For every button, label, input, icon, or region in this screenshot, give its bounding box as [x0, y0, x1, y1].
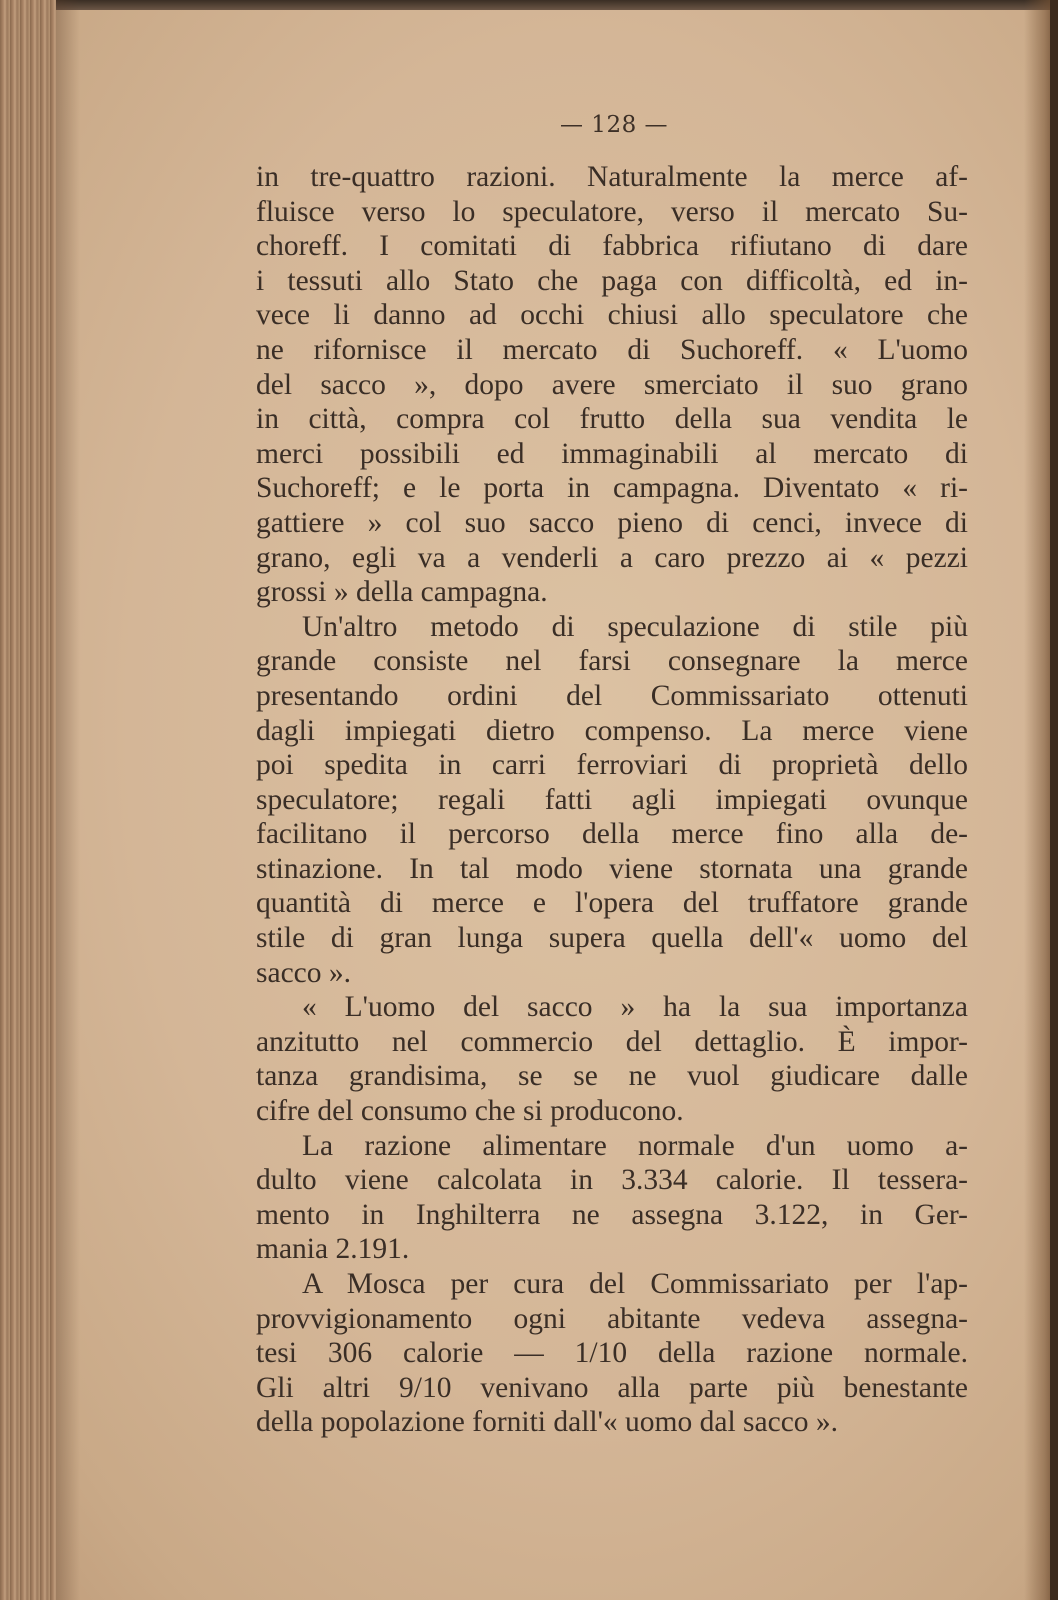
paragraph — [256, 610, 968, 991]
text-line: vece li danno ad occhi chiusi allo speculatore che — [256, 299, 968, 332]
paragraph — [256, 990, 968, 1128]
text-line: choreff. I comitati di fabbrica rifiutano di dare — [256, 230, 968, 263]
text-line: anzitutto nel commercio del dettaglio. È impor- — [256, 1025, 968, 1058]
text-line: A Mosca per cura del Commissariato per l'ap- — [302, 1268, 968, 1300]
text-line: i tessuti allo Stato che paga con difficoltà, ed in- — [256, 264, 968, 297]
paragraph — [256, 1267, 968, 1440]
text-line: grande consiste nel farsi consegnare la merce — [256, 645, 968, 678]
text-line: fluisce verso lo speculatore, verso il mercato Su- — [256, 195, 968, 228]
page-number: — 128 — — [560, 112, 669, 138]
text-line: della popolazione forniti dall'« uomo dal sacco ». — [256, 1406, 839, 1439]
text-line: sacco ». — [256, 956, 352, 989]
text-line: gattiere » col suo sacco pieno di cenci, invece di — [256, 506, 968, 539]
scan-top-edge — [0, 0, 1058, 10]
text-line: del sacco », dopo avere smerciato il suo grano — [256, 368, 968, 401]
text-line: dagli impiegati dietro compenso. La merce viene — [256, 714, 968, 747]
text-line: stinazione. In tal modo viene stornata una grande — [256, 852, 968, 885]
page-edge-shadow — [56, 0, 80, 1600]
text-line: Gli altri 9/10 venivano alla parte più benestante — [256, 1371, 968, 1404]
text-line: provvigionamento ogni abitante vedeva assegna- — [256, 1302, 968, 1335]
text-line: Suchoreff; e le porta in campagna. Diventato « ri- — [256, 472, 968, 505]
paragraph — [256, 1129, 968, 1267]
text-line: La razione alimentare normale d'un uomo a- — [302, 1129, 968, 1162]
text-line: quantità di merce e l'opera del truffatore grande — [256, 887, 968, 920]
body-text — [256, 160, 968, 1440]
text-line: Un'altro metodo di speculazione di stile più — [302, 610, 968, 643]
text-line: dulto viene calcolata in 3.334 calorie. Il tessera- — [256, 1164, 968, 1197]
book-spine — [1050, 0, 1058, 1600]
text-line: tesi 306 calorie — 1/10 della razione normale. — [256, 1337, 968, 1370]
text-line: mento in Inghilterra ne assegna 3.122, in Ger- — [256, 1198, 968, 1231]
text-line: ne rifornisce il mercato di Suchoreff. « L'uomo — [256, 333, 968, 366]
page-stack-edge — [0, 0, 56, 1600]
text-line: in città, compra col frutto della sua vendita le — [256, 403, 968, 436]
text-line: speculatore; regali fatti agli impiegati ovunque — [256, 783, 968, 816]
text-line: in tre-quattro razioni. Naturalmente la merce af- — [256, 161, 968, 193]
text-line: tanza grandisima, se se ne vuol giudicare dalle — [256, 1060, 968, 1093]
text-line: mania 2.191. — [256, 1233, 410, 1266]
text-line: « L'uomo del sacco » ha la sua importanza — [302, 991, 968, 1024]
text-line: presentando ordini del Commissariato ottenuti — [256, 679, 968, 712]
text-line: merci possibili ed immaginabili al mercato di — [256, 437, 968, 470]
paragraph — [256, 160, 968, 610]
text-line: stile di gran lunga supera quella dell'« uomo del — [256, 922, 968, 955]
text-line: grossi » della campagna. — [256, 576, 548, 609]
text-line: poi spedita in carri ferroviari di proprietà dello — [256, 749, 968, 782]
text-line: facilitano il percorso della merce fino alla de- — [256, 818, 968, 851]
text-line: grano, egli va a venderli a caro prezzo ai « pezzi — [256, 541, 968, 574]
text-line: cifre del consumo che si producono. — [256, 1095, 684, 1128]
